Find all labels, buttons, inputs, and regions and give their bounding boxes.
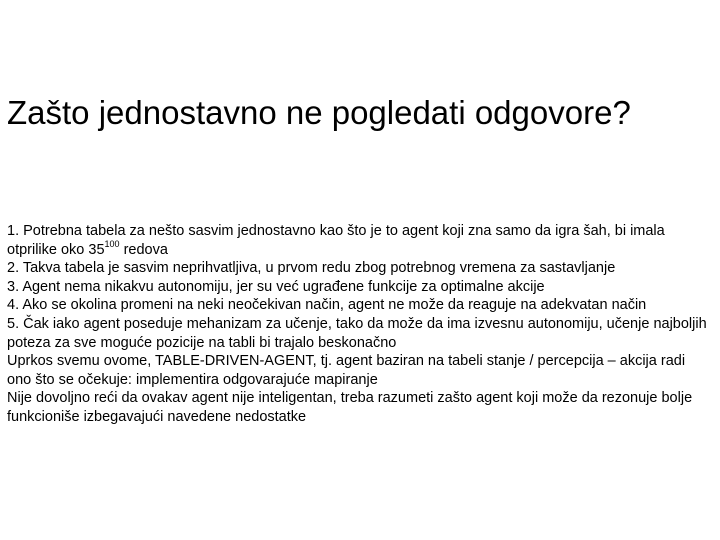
point-5: 5. Čak iako agent poseduje mehanizam za učenje, tako da može da ima izvesnu autonomiju, učenje najboljih poteza za sve moguće pozicije na tabli bi trajalo beskonačno xyxy=(7,315,707,351)
slide-title: Zašto jednostavno ne pogledati odgovore? xyxy=(7,94,631,131)
paragraph-conclusion: Nije dovoljno reći da ovakav agent nije inteligentan, treba razumeti zašto agent koji može da rezonuje bolje funkcioniše izbegavajući navedene nedostatke xyxy=(7,390,693,425)
point-4: 4. Ako se okolina promeni na neki neočekivan način, agent ne može da reaguje na adekvatan način xyxy=(7,297,647,314)
point-3: 3. Agent nema nikakvu autonomiju, jer su već ugrađene funkcije za optimalne akcije xyxy=(7,278,545,295)
point-1-suffix: redova xyxy=(119,241,168,258)
slide-body xyxy=(7,222,713,427)
paragraph-table-driven-agent: Uprkos svemu ovome, TABLE-DRIVEN-AGENT, tj. agent baziran na tabeli stanje / percepcija – akcija radi ono što se očekuje: implementira odgovarajuće mapiranje xyxy=(7,353,686,388)
point-2: 2. Takva tabela je sasvim neprihvatljiva, u prvom redu zbog potrebnog vremena za sastavljanje xyxy=(7,260,616,277)
point-1-exponent: 100 xyxy=(104,238,120,249)
point-1-text: 1. Potrebna tabela za nešto sasvim jednostavno kao što je to agent koji zna samo da igra šah, bi imala otprilike oko 35 xyxy=(7,223,665,258)
point-1 xyxy=(7,222,713,259)
